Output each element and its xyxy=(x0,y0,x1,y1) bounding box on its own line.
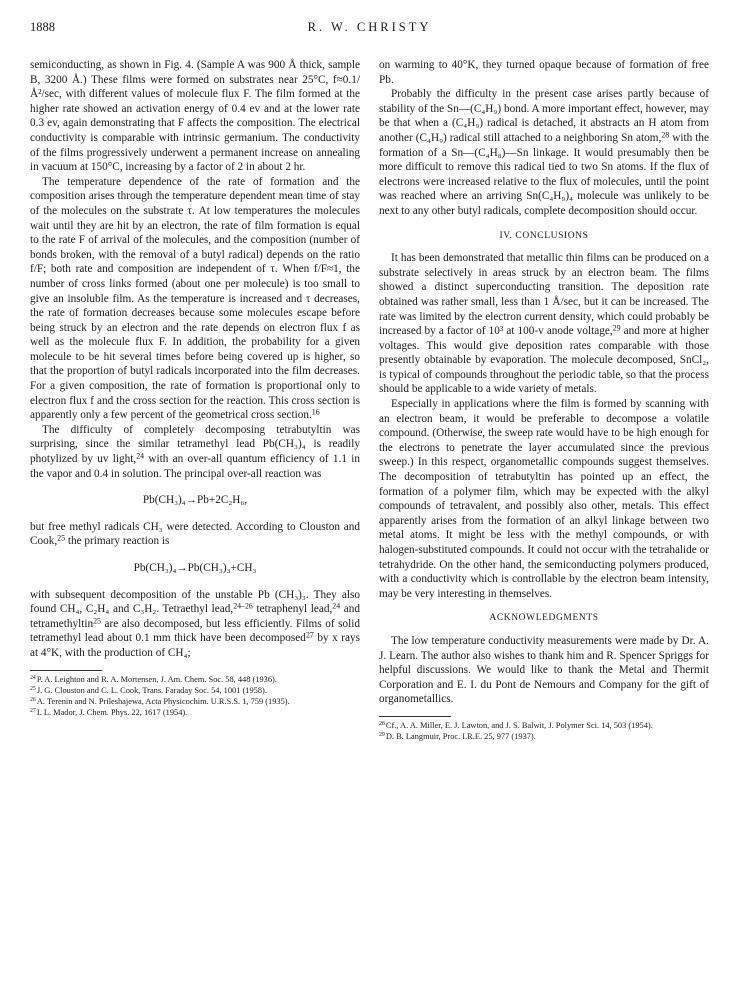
footnote-number: 25 xyxy=(30,686,36,693)
footnote xyxy=(30,686,360,697)
footnote xyxy=(379,732,709,743)
section-heading-acknowledgments: ACKNOWLEDGMENTS xyxy=(489,613,599,624)
paragraph-text: It has been demonstrated that metallic thin films can be produced on a substrate selectively in areas struck by an electron beam. The films showed a distinct superconducting transition. The deposition rate obtained was rather small, less than 1 Å/sec, but it can be increased. The rate was limited by the electron current density, which could probably be increased by a factor of 10³ at 100-v anode voltage, xyxy=(379,252,709,338)
reference-mark: 25 xyxy=(93,616,101,626)
paragraph-text: tetraphenyl lead, xyxy=(252,603,333,616)
footnote-text: D. B. Langmuir, Proc. I.R.E. 25, 977 (1937). xyxy=(385,732,536,742)
left-column xyxy=(30,58,360,719)
footnote-number: 27 xyxy=(30,708,36,715)
reference-mark: 24 xyxy=(332,601,341,611)
paragraph-text: and tetramethyltin xyxy=(30,603,360,630)
footnote-number: 29 xyxy=(379,732,385,739)
reference-mark: 24–26 xyxy=(233,601,253,611)
footnote-text: A. Terenin and N. Prileshajewa, Acta Physicochim. U.R.S.S. 1, 759 (1935). xyxy=(36,696,290,706)
paragraph-acknowledgments: The low temperature conductivity measurements were made by Dr. A. J. Learn. The author also wishes to thank him and R. Spencer Spriggs for helpful discussions. We would like to thank the Metal and Thermit Corporation and E. I. du Pont de Nemours and Company for the gift of organometallics. xyxy=(379,634,709,706)
footnote-text: Cf., A. A. Miller, E. J. Lawton, and J. S. Balwit, J. Polymer Sci. 14, 503 (1954). xyxy=(385,720,653,730)
paragraph-tetrabutyltin xyxy=(30,423,360,481)
footnote-number: 26 xyxy=(30,697,36,704)
paragraph-applications: Especially in applications where the film is formed by scanning with an electron beam, it would be preferable to decompose a volatile compound. (Otherwise, the sweep rate would have to be high enough for the electrons to penetrate the layer accumulated since the previous sweep.) In this respect, organometallic compounds suggest themselves. The decomposition of tetrabutyltin has pointed up an effect, the formation of a polymer film, which may be expected with the alkyl compounds of tetravalent, and possibly also other, metals. This effect apparently arises from the formation of an alkyl linkage between two metal atoms. It might be less with the methyl compounds, or with halogen-substituted compounds. It could not occur with the tetrahalide or tetrahydride. On the other hand, the semiconducting polymers produced, with a conductivity which is controllable by the electron beam intensity, may be very interesting in themselves. xyxy=(379,398,709,600)
footnote-text: J. G. Clouston and C. L. Cook, Trans. Faraday Soc. 54, 1001 (1958). xyxy=(36,685,267,695)
footnote xyxy=(379,721,709,732)
paragraph-temperature-dependence xyxy=(30,175,360,423)
paragraph-methyl-radicals xyxy=(30,520,360,549)
paragraph-semiconducting: semiconducting, as shown in Fig. 4. (Sample A was 900 Å thick, sample B, 3200 Å.) These films were formed on substrates near 25°C, f≈0.1/Å²/sec, with different values of molecule flux F. The film formed at the higher rate showed an activation energy of 0.4 ev and at the lower rate 0.3 ev, again demonstrating that F affects the composition. The electrical conductivity is comparable with intrinsic germanium. The conductivity of the films progressively underwent a permanent increase on annealing in vacuum at 150°C, increasing by a factor of 2 in about 2 hr. xyxy=(30,59,360,174)
paragraph-decomposition xyxy=(30,588,360,661)
reference-mark: 16 xyxy=(311,407,320,417)
page-number: 1888 xyxy=(30,20,55,34)
footnotes-right xyxy=(379,721,709,743)
reference-mark: 27 xyxy=(305,630,314,640)
right-column xyxy=(379,58,709,743)
reference-mark: 24 xyxy=(136,451,145,461)
page-header xyxy=(30,20,709,40)
paragraph-conclusions xyxy=(379,251,709,397)
paragraph-text: with the formation of a Sn—(C₄H₈)—Sn linkage. It would presumably then be more difficult to remove this radical tied to two Sn atoms. If the flux of electrons were increased relative to the flux of molecules, until the point was reached where an arriving Sn(C₄H₉)₄ molecule was unlikely to be next to any other butyl radicals, complete decomposition should occur. xyxy=(379,131,709,217)
equation-primary-reaction: Pb(CH₃)₄→Pb(CH₃)₃+CH₃ xyxy=(133,562,257,574)
footnote-number: 24 xyxy=(30,674,36,681)
paragraph-text: are also decomposed, but less efficiently. Films of solid tetramethyl lead about 0.1 mm thick have been decomposed xyxy=(30,617,360,645)
equation-overall-reaction: Pb(CH₃)₄→Pb+2C₂H₆, xyxy=(142,494,248,507)
footnote xyxy=(30,697,360,708)
paragraph-text: The temperature dependence of the rate of formation and the composition arises through the temperature dependent mean time of stay of the molecules on the substrate τ. At low temperatures the molecules wait until they are hit by an electron, the rate of film formation is equal to the rate F of arrival of the molecules, and the composition (number of bonds broken, with the removal of a butyl radical) depends on the ratio f/F; both rate and composition are independent of τ. When f/F≈1, the number of cross links formed (about one per molecule) is too small to give an insoluble film. As the temperature is increased and τ decreases, the rate of formation decreases because some molecules escape before being struck by an electron and the rate depends on electron flux f as well as the molecule flux F. In addition, the probability for a given molecule to be hit several times before being covered up is higher, so that the proportion of butyl radicals incorporated into the film decreases. For a given composition, the rate of formation is proportional only to electron flux f and the cross section for the reaction. This cross section is apparently only a few percent of the geometrical cross section. xyxy=(30,175,360,422)
paragraph-warming: on warming to 40°K, they turned opaque because of formation of free Pb. xyxy=(379,59,709,86)
footnote xyxy=(30,708,360,719)
running-head: R. W. CHRISTY xyxy=(307,20,432,34)
footnote-divider xyxy=(30,670,102,671)
paragraph-text: with subsequent decomposition of the unstable Pb (CH₃)₃. They also found CH₄, C₂H₄ and C₃H₂. Tetraethyl lead, xyxy=(30,588,360,616)
footnote-text: I. L. Mador, J. Chem. Phys. 22, 1617 (1954). xyxy=(36,707,188,717)
paragraph-text: The difficulty of completely decomposing tetrabutyltin was surprising, since the similar tetramethyl lead Pb(CH₃)₄ is readily photylized by uv light, xyxy=(30,423,360,466)
footnote xyxy=(30,675,360,686)
paragraph-text: the primary reaction is xyxy=(65,535,170,548)
section-heading-conclusions: IV. CONCLUSIONS xyxy=(499,230,589,241)
footnotes-left xyxy=(30,675,360,719)
paragraph-text: Probably the difficulty in the present case arises partly because of stability of the Sn—(C₄H₉) bond. A more important effect, however, may be that when a (C₄H₉) radical is detached, it abstracts an H atom from another (C₄H₉) radical still attached to a neighboring Sn atom, xyxy=(379,88,709,144)
paragraph-text: with an over-all quantum efficiency of 1.1 in the vapor and 0.4 in solution. The principal over-all reaction was xyxy=(30,453,360,480)
paragraph-text: but free methyl radicals CH₃ were detected. According to Clouston and Cook, xyxy=(30,520,360,548)
paragraph-difficulty xyxy=(379,87,709,218)
paragraph-text: and more at higher voltages. This would give deposition rates comparable with those presently obtainable by evaporation. The molecule decomposed, SnCl₂, is typical of compounds throughout the periodic table, so that the process should be applicable to a wide variety of metals. xyxy=(379,325,710,396)
paragraph-text: by x rays at 4°K, with the production of CH₄; xyxy=(30,632,360,659)
footnote-number: 28 xyxy=(379,721,385,728)
footnote-divider xyxy=(379,716,451,717)
reference-mark: 28 xyxy=(661,130,670,140)
footnote-text: P. A. Leighton and R. A. Mortensen, J. Am. Chem. Soc. 58, 448 (1936). xyxy=(36,674,277,684)
reference-mark: 25 xyxy=(57,533,66,543)
reference-mark: 29 xyxy=(612,323,621,333)
